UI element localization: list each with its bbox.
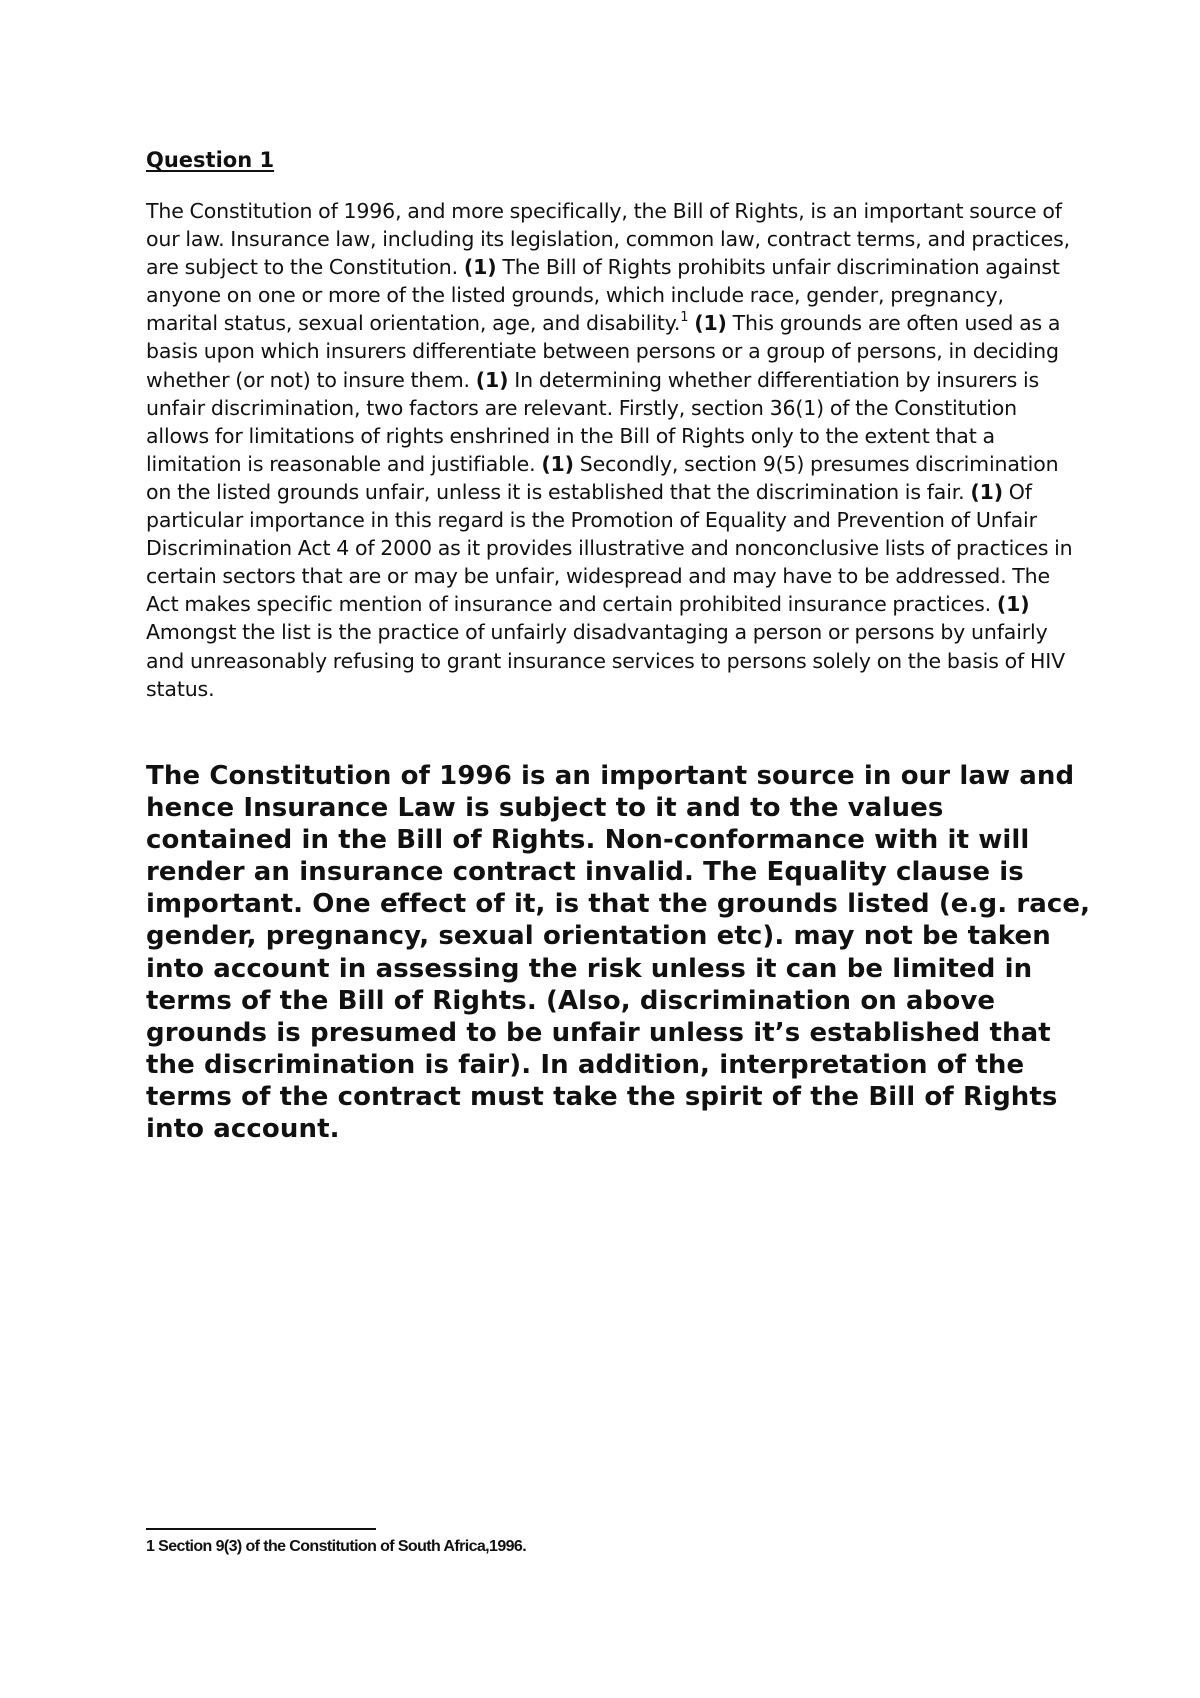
answer-text: Secondly, section 9(5) presumes discrimination on the listed grounds unfair, unless it is established that the discrimination is fair. (146, 451, 1059, 504)
mark: (1) (694, 311, 727, 336)
footnote: 1 Section 9(3) of the Constitution of South Africa,1996. (146, 1538, 527, 1555)
mark: (1) (996, 592, 1030, 617)
summary-paragraph: The Constitution of 1996 is an important source in our law and hence Insurance Law is subject to it and to the values contained in the Bill of Rights. Non-conformance with it will render an insurance contract invalid. The Equality clause is important. One effect of it, is that the grounds listed (e.g. race, gender, pregnancy, sexual orientation etc). may not be taken into account in assessing the risk unless it can be limited in terms of the Bill of Rights. (Also, discrimination on above grounds is presumed to be unfair unless it’s established that the discrimination is fair). In addition, interpretation of the terms of the contract must take the spirit of the Bill of Rights into account. (146, 761, 1091, 1145)
answer-text: Of particular importance in this regard is the Promotion of Equality and Prevention of Unfair Discrimination Act 4 of 2000 as it provides illustrative and nonconclusive lists of practices in certain sectors that are or may be unfair, widespread and may have to be addressed. The Act makes specific mention of insurance and certain prohibited insurance practices. (146, 479, 1073, 617)
answer-text: This grounds are often used as a basis upon which insurers differentiate between persons or a group of persons, in deciding whether (or not) to insure them. (146, 311, 1061, 392)
answer-text: Amongst the list is the practice of unfairly disadvantaging a person or persons by unfairly and unreasonably refusing to grant insurance services to persons solely on the basis of HIV status. (146, 620, 1065, 701)
footnote-reference: 1 (680, 309, 689, 325)
answer-text: The Constitution of 1996, and more specifically, the Bill of Rights, is an important source of our law. Insurance law, including its legislation, common law, contract terms, and practices, are subject to the Constitution. (146, 199, 1071, 280)
mark: (1) (463, 255, 497, 280)
question-heading: Question 1 (146, 148, 275, 172)
answer-paragraph (146, 197, 1076, 703)
answer-text: The Bill of Rights prohibits unfair discrimination against anyone on one or more of the listed grounds, which include race, gender, pregnancy, marital status, sexual orientation, age, and disability. (146, 255, 1060, 336)
footnote-separator (146, 1528, 376, 1530)
mark: (1) (541, 451, 574, 476)
mark: (1) (475, 367, 509, 392)
answer-text: In determining whether differentiation by insurers is unfair discrimination, two factors are relevant. Firstly, section 36(1) of the Constitution allows for limitations of rights enshrined in the Bill of Rights only to the extent that a limitation is reasonable and justifiable. (146, 367, 1040, 476)
mark: (1) (970, 479, 1003, 504)
